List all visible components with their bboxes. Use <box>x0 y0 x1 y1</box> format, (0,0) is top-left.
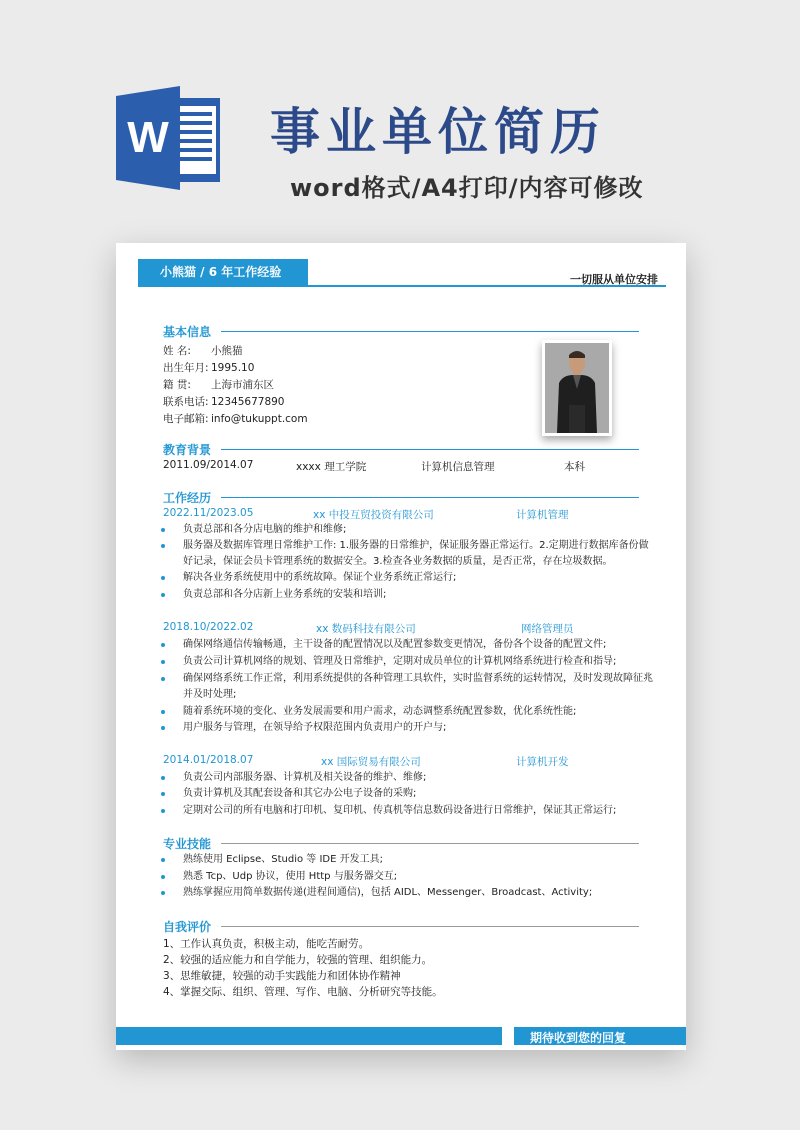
resume-page <box>116 243 686 1050</box>
list-item: 2、较强的适应能力和自学能力，较强的管理、组织能力。 <box>163 954 433 966</box>
list-item: 确保网络系统工作正常，利用系统提供的各种管理工具软件，实时监督系统的运转情况，及时发现故障征兆并及时处理; <box>165 671 655 703</box>
list-item: 熟练掌握应用简单数据传递(进程间通信)，包括 AIDL、Messenger、Broadcast、Activity; <box>165 885 655 901</box>
section-divider <box>221 331 639 332</box>
job-period: 2022.11/2023.05 <box>163 507 254 519</box>
section-divider <box>221 843 639 844</box>
list-item: 熟练使用 Eclipse、Studio 等 IDE 开发工具; <box>165 852 655 868</box>
footer-bar <box>116 1027 502 1045</box>
list-item: 随着系统环境的变化、业务发展需要和用户需求，动态调整系统配置参数，优化系统性能; <box>165 704 655 720</box>
name-tag: 小熊猫 / 6 年工作经验 <box>138 259 308 285</box>
job-company: xx 数码科技有限公司 <box>316 623 416 635</box>
motto: 一切服从单位安排 <box>570 273 658 286</box>
section-title-skills: 专业技能 <box>163 837 212 851</box>
list-item: 熟悉 Tcp、Udp 协议，使用 Http 与服务器交互; <box>165 869 655 885</box>
list-item: 负责总部和各分店新上业务系统的安装和培训; <box>165 587 655 603</box>
list-item: 4、掌握交际、组织、管理、写作、电脑、分析研究等技能。 <box>163 986 443 998</box>
field-phone: 联系电话: 12345677890 <box>163 396 285 408</box>
list-item: 解决各业务系统使用中的系统故障。保证个业务系统正常运行; <box>165 570 655 586</box>
section-title-education: 教育背景 <box>163 443 212 457</box>
list-item: 负责总部和各分店电脑的维护和维修; <box>165 522 655 538</box>
list-item: 定期对公司的所有电脑和打印机、复印机、传真机等信息数码设备进行日常维护，保证其正常运行; <box>165 803 655 819</box>
list-item: 用户服务与管理，在领导给予权限范围内负责用户的开户与; <box>165 720 655 736</box>
profile-photo <box>542 340 612 436</box>
edu-degree: 本科 <box>564 461 585 473</box>
field-hometown: 籍 贯: 上海市浦东区 <box>163 379 274 391</box>
section-divider <box>221 497 639 498</box>
field-name: 姓 名: 小熊猫 <box>163 345 243 357</box>
section-divider <box>221 926 639 927</box>
job-company: xx 国际贸易有限公司 <box>321 756 421 768</box>
field-birth: 出生年月: 1995.10 <box>163 362 255 374</box>
section-divider <box>221 449 639 450</box>
list-item: 3、思维敏捷，较强的动手实践能力和团体协作精神 <box>163 970 401 982</box>
list-item: 服务器及数据库管理日常维护工作: 1.服务器的日常维护，保证服务器正常运行。2.定期进行数据库备份做好记录，保证会员卡管理系统的数据安全。3.检查各业务数据的质量，是否正常，存在垃圾数据。 <box>165 538 655 570</box>
job-company: xx 中投互贸投资有限公司 <box>313 509 434 521</box>
list-item: 确保网络通信传输畅通，主干设备的配置情况以及配置参数变更情况，备份各个设备的配置文件; <box>165 637 655 653</box>
job-role: 计算机管理 <box>516 509 569 521</box>
word-document-icon <box>116 84 222 190</box>
section-title-basic: 基本信息 <box>163 325 212 339</box>
list-item: 1、工作认真负责，积极主动，能吃苦耐劳。 <box>163 938 370 950</box>
edu-period: 2011.09/2014.07 <box>163 459 254 471</box>
banner-subtitle: word格式/A4打印/内容可修改 <box>290 174 644 202</box>
svg-text:W: W <box>127 113 169 162</box>
banner-title: 事业单位简历 <box>270 103 606 161</box>
footer-text: 期待收到您的回复 <box>530 1031 627 1045</box>
section-title-self: 自我评价 <box>163 920 212 934</box>
job-role: 计算机开发 <box>516 756 569 768</box>
edu-major: 计算机信息管理 <box>421 461 495 473</box>
edu-school: xxxx 理工学院 <box>296 461 367 473</box>
job-period: 2018.10/2022.02 <box>163 621 254 633</box>
section-title-work: 工作经历 <box>163 491 212 505</box>
list-item: 负责公司内部服务器、计算机及相关设备的维护、维修; <box>165 770 655 786</box>
job-role: 网络管理员 <box>521 623 574 635</box>
list-item: 负责公司计算机网络的规划、管理及日常维护，定期对成员单位的计算机网络系统进行检查和指导; <box>165 654 655 670</box>
job-period: 2014.01/2018.07 <box>163 754 254 766</box>
list-item: 负责计算机及其配套设备和其它办公电子设备的采购; <box>165 786 655 802</box>
field-email: 电子邮箱: info@tukuppt.com <box>163 413 308 425</box>
